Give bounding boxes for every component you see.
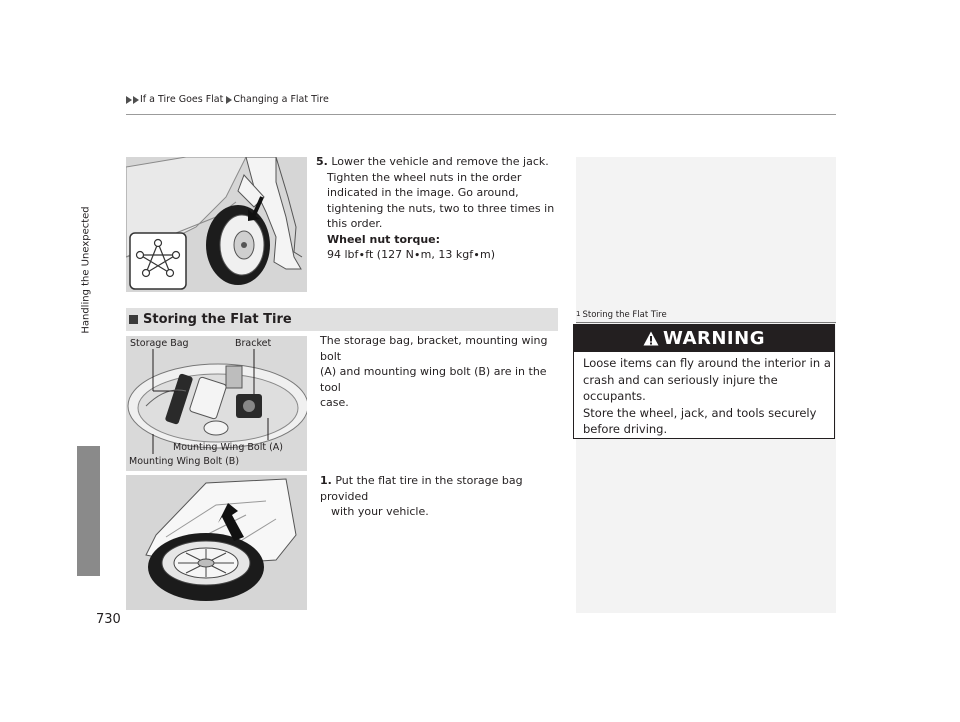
step-number: 5.	[316, 155, 328, 168]
lower-vehicle-illustration	[126, 157, 307, 292]
section-square-icon	[129, 315, 138, 324]
step-text: with your vehicle.	[331, 505, 429, 518]
header-divider	[126, 114, 836, 115]
breadcrumb-arrow-icon	[133, 96, 139, 104]
breadcrumb-arrow-icon	[126, 96, 132, 104]
warning-line: occupants.	[583, 389, 646, 403]
torque-label: Wheel nut torque:	[327, 232, 441, 246]
step-text: tightening the nuts, two to three times in	[327, 201, 555, 215]
storage-bag-illustration	[126, 475, 307, 610]
step-5	[316, 154, 561, 263]
reference-number: 1	[576, 310, 581, 318]
step-text: this order.	[327, 217, 383, 230]
side-note-heading	[576, 309, 836, 321]
warning-label: WARNING	[663, 328, 765, 349]
warning-icon	[643, 331, 659, 346]
breadcrumb-arrow-icon	[226, 96, 232, 104]
side-note-divider	[576, 322, 836, 323]
step-text: Tighten the wheel nuts in the order	[327, 170, 522, 184]
side-note-title: Storing the Flat Tire	[582, 310, 667, 320]
intro-line: The storage bag, bracket, mounting wing bolt	[320, 334, 548, 363]
section-title: Storing the Flat Tire	[143, 312, 292, 327]
warning-message	[583, 355, 831, 438]
breadcrumb	[126, 94, 329, 105]
breadcrumb-item[interactable]: Changing a Flat Tire	[233, 94, 329, 105]
storage-bag-label: Storage Bag	[130, 338, 189, 349]
step-text: Lower the vehicle and remove the jack.	[331, 155, 549, 168]
warning-line: Store the wheel, jack, and tools securely	[583, 405, 817, 420]
intro-line: (A) and mounting wing bolt (B) are in the tool	[320, 365, 547, 394]
chapter-tab-label: Handling the Unexpected	[80, 206, 92, 334]
bolt-a-label: Mounting Wing Bolt (A)	[173, 442, 284, 453]
chapter-tab-marker	[77, 446, 100, 576]
storage-intro	[320, 333, 565, 411]
step-1	[320, 473, 565, 520]
bolt-b-label: Mounting Wing Bolt (B)	[129, 456, 240, 467]
breadcrumb-item[interactable]: If a Tire Goes Flat	[140, 94, 224, 105]
step-text: Put the flat tire in the storage bag provided	[320, 474, 523, 503]
step-text: indicated in the image. Go around,	[327, 186, 519, 199]
page-number: 730	[96, 612, 121, 627]
section-header	[126, 308, 558, 331]
warning-banner	[574, 325, 834, 352]
warning-line: Loose items can fly around the interior in a	[583, 356, 831, 370]
bracket-label: Bracket	[235, 338, 272, 349]
intro-line: case.	[320, 396, 349, 409]
warning-line: crash and can seriously injure the	[583, 372, 778, 387]
warning-line: before driving.	[583, 422, 668, 436]
step-number: 1.	[320, 474, 332, 487]
torque-value: 94 lbf∙ft (127 N∙m, 13 kgf∙m)	[327, 248, 495, 261]
